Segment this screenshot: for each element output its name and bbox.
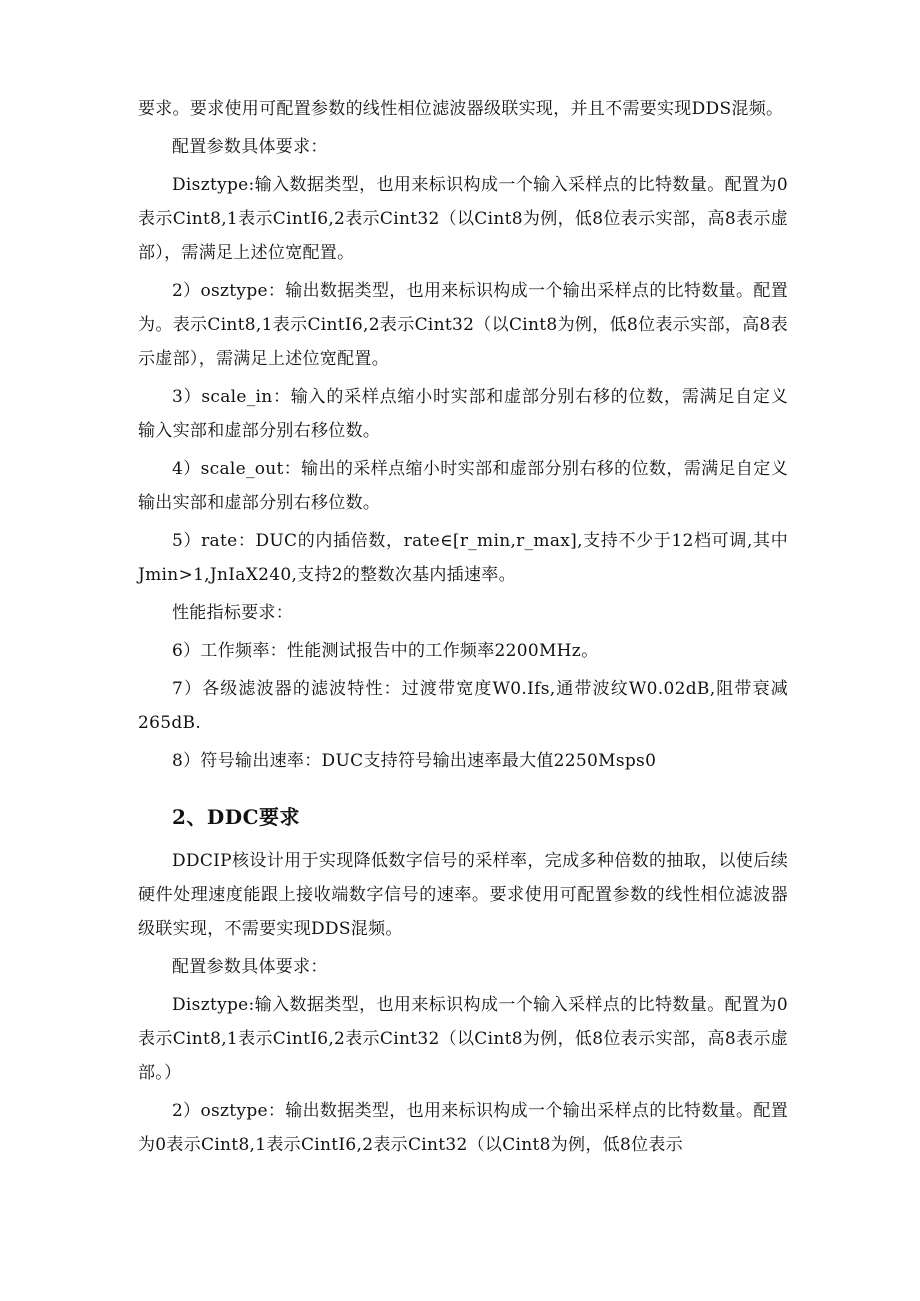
config-params-label: 配置参数具体要求：	[172, 137, 328, 157]
ddc-osztype-paragraph: 2）osztype：输出数据类型，也用来标识构成一个输出采样点的比特数量。配置为0表示Cint8,1表示CintI6,2表示Cint32（以Cint8为例，低8位表示	[138, 1101, 788, 1155]
document-page	[138, 92, 788, 1166]
disztype-paragraph: Disztype:输入数据类型，也用来标识构成一个输入采样点的比特数量。配置为0表示Cint8,1表示CintI6,2表示Cint32（以Cint8为例，低8位表示实部，高8表示虚部），需满足上述位宽配置。	[138, 175, 788, 263]
duc-intro-continuation: 要求。要求使用可配置参数的线性相位滤波器级联实现，并且不需要实现DDS混频。	[138, 99, 784, 119]
scale-out-paragraph: 4）scale_out：输出的采样点缩小时实部和虚部分别右移的位数，需满足自定义输出实部和虚部分别右移位数。	[138, 459, 788, 513]
section-heading-ddc: 2、DDC要求	[172, 805, 301, 829]
ddc-disztype-paragraph: Disztype:输入数据类型，也用来标识构成一个输入采样点的比特数量。配置为0表示Cint8,1表示CintI6,2表示Cint32（以Cint8为例，低8位表示实部，高8表示虚部。）	[138, 995, 788, 1083]
work-frequency-paragraph: 6）工作频率：性能测试报告中的工作频率2200MHz。	[172, 641, 599, 661]
performance-label: 性能指标要求：	[172, 603, 294, 623]
rate-paragraph: 5）rate：DUC的内插倍数，rate∈[r_min,r_max],支持不少于12档可调,其中Jmin>1,JnIaX240,支持2的整数次基内插速率。	[138, 531, 788, 585]
symbol-rate-paragraph: 8）符号输出速率：DUC支持符号输出速率最大值2250Msps0	[172, 751, 657, 771]
scale-in-paragraph: 3）scale_in：输入的采样点缩小时实部和虚部分别右移的位数，需满足自定义输入实部和虚部分别右移位数。	[138, 387, 788, 441]
ddc-intro-paragraph: DDCIP核设计用于实现降低数字信号的采样率，完成多种倍数的抽取，以使后续硬件处理速度能跟上接收端数字信号的速率。要求使用可配置参数的线性相位滤波器级联实现，不需要实现DDS混频。	[138, 851, 788, 939]
osztype-paragraph: 2）osztype：输出数据类型，也用来标识构成一个输出采样点的比特数量。配置为。表示Cint8,1表示CintI6,2表示Cint32（以Cint8为例，低8位表示实部，高8表示虚部），需满足上述位宽配置。	[138, 281, 788, 369]
ddc-config-params-label: 配置参数具体要求：	[172, 957, 328, 977]
filter-characteristics-paragraph: 7）各级滤波器的滤波特性：过渡带宽度W0.Ifs,通带波纹W0.02dB,阻带衰减265dB.	[138, 679, 788, 733]
